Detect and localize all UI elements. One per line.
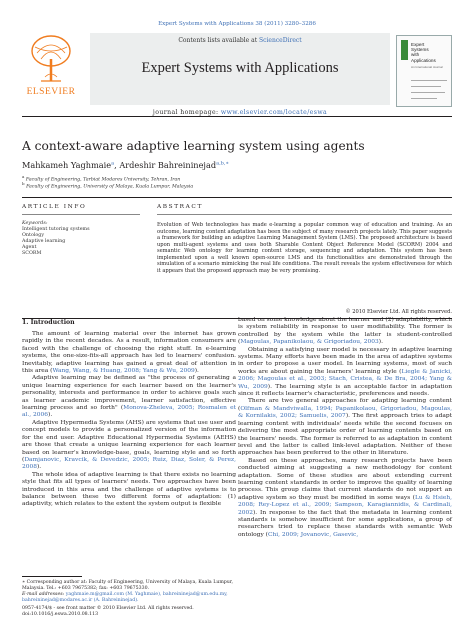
footnote-divider: [22, 576, 82, 577]
body-text: The amount of learning material over the internet has grown rapidly in the recent decades. As a result, information consumers are faced with the challenge of choosing the right stuff. In e-learning systems, the one-size-fits-all approach has led to learners' confusion. Inevitably, adaptive learning has gained a great deal of attention in this area (: [22, 331, 236, 375]
journal-reference[interactable]: Expert Systems with Applications 38 (2011) 3280–3286: [158, 21, 316, 27]
paragraph: [22, 375, 236, 419]
citation-link[interactable]: Wang, Wang, & Huang, 2008; Yang & Wu, 2009: [52, 368, 195, 375]
body-text: ). In response to the fact that the metadata in learning content standards is somehow insufficient for some applications, a group of researchers tried to replace these standards with semantic Web ontology (: [238, 509, 452, 538]
citation-link[interactable]: Monova-Zheleva, 2005; Rosmalen et al., 2006: [22, 405, 237, 419]
paragraph: [238, 398, 452, 457]
body-text: based on some knowledge about the learner and (2) adaptability, which is system reliability in response to user modifiability. The former is controlled by the system while the latter is student-controlled (: [238, 317, 452, 346]
cover-line: Applications: [411, 57, 436, 63]
paragraph: [22, 331, 236, 375]
abstract-text: Evolution of Web technologies has made e-learning a popular common way of education and training. As an outcome, learning content adaptation has been the subject of many research projects lately. This paper suggests a framework for building an adaptive Learning Management System (LMS). The proposed architecture is based upon multi-agent systems and uses both Sharable Content Object Reference Model (SCORM) 2004 and semantic Web ontology for learning content storage, sequencing and adaptation. This system has been implemented upon a well known open-source LMS and its functionalities are demonstrated through the simulation of a scenario mimicking the real life conditions. The result reveals the system effectiveness for which it appears that the proposed approach may be very promising.: [157, 222, 452, 274]
body-column-right: [238, 317, 452, 539]
divider: [22, 197, 452, 198]
issn-line: 0957-4174/$ - see front matter © 2010 Elsevier Ltd. All rights reserved.: [22, 606, 194, 611]
author-separator: ,: [114, 160, 120, 170]
cover-line-deco: [411, 80, 447, 81]
footnote-corresponding: [22, 580, 236, 604]
keyword: Agent: [22, 245, 37, 251]
keyword: Ontology: [22, 233, 45, 239]
keyword: Intelligent tutoring systems: [22, 227, 90, 232]
journal-masthead: [22, 33, 452, 117]
author-name[interactable]: Mahkameh Yaghmaie: [22, 160, 112, 170]
author-name[interactable]: Ardeshir Bahreininejad: [119, 160, 217, 170]
citation-link[interactable]: Liegle & Janicki, 2006; Magoulas et al., 2003; Stach, Cristea, & De Bra, 2004; Yang & Wu, 2009: [238, 368, 452, 390]
homepage-prefix: journal homepage:: [152, 109, 221, 116]
homepage-link[interactable]: www.elsevier.com/locate/eswa: [220, 109, 328, 116]
cover-line-deco: [411, 98, 437, 99]
article-title: A context-aware adaptive learning system using agents: [22, 139, 365, 153]
affiliation: [22, 181, 193, 190]
paragraph: [238, 347, 452, 399]
citation-link[interactable]: Damjanovic, Kravcik, & Devedzic, 2005; Ruiz, Diaz, Soler, & Perez, 2008: [22, 456, 236, 471]
elsevier-logo[interactable]: [22, 33, 80, 105]
body-text: Adaptive Hypermedia Systems (AHS) are systems that use user and concept models to provide a personalized version of the information for the end user. Adaptive Educational Hypermedia Systems (AEHS) are those that create a unique learning experience for each learner based on learner's knowledge-base, goals, learning style and so forth (: [22, 419, 236, 463]
author-affil-ref[interactable]: a,b,∗: [216, 160, 229, 167]
abstract-heading: ABSTRACT: [157, 204, 203, 210]
body-text: Based on these approaches, many research projects have been conducted aiming at suggesting a new methodology for content adaptation. Some of these studies are about extending current learning content standards in order to improve the quality of learning process. This group claims that current standards do not support an adaptive system so they must be modified in some ways (: [238, 457, 452, 501]
citation-link[interactable]: Chi, 2009; Jovanovic, Gasevic,: [267, 531, 359, 538]
journal-banner: [90, 33, 390, 105]
cover-stripe: [401, 40, 408, 60]
copyright-notice: © 2010 Elsevier Ltd. All rights reserved.: [345, 309, 452, 315]
sciencedirect-link[interactable]: ScienceDirect: [259, 37, 302, 44]
email-label: E-mail addresses:: [22, 591, 66, 597]
contents-line: [90, 37, 390, 44]
author-list: [22, 160, 229, 170]
journal-cover-thumbnail[interactable]: [396, 35, 452, 107]
paragraph: [22, 472, 236, 509]
doi-link[interactable]: doi:10.1016/j.eswa.2010.08.113: [22, 611, 99, 617]
keyword-list: [22, 227, 90, 257]
body-text: ).: [194, 368, 199, 375]
paragraph: [238, 458, 452, 539]
email-links[interactable]: yaghmaie.m@gmail.com (M. Yaghmaie), bahreininejad@um.edu.my, bahreininejad@modares.ac.ir (A. Bahreininejad).: [22, 591, 228, 603]
body-text: There are two general approaches for adapting learning content (: [238, 398, 452, 412]
body-text: The whole idea of adaptive learning is that there exists no learning style that fits all types of learners' needs. Two approaches have been introduced in this area and the challenge of adaptive systems is to balance between these two different forms of adaptation: (1) adaptivity, which relates to the extent the system output is flexible: [22, 471, 236, 508]
paragraph: [238, 317, 452, 347]
journal-title: Expert Systems with Applications: [141, 60, 339, 76]
cover-line-deco: [411, 92, 445, 93]
keyword: SCORM: [22, 251, 42, 257]
elsevier-tree-icon: [27, 33, 75, 85]
body-column-left: [22, 331, 236, 509]
contents-prefix: Contents lists available at: [178, 37, 260, 44]
divider: [22, 214, 140, 215]
cover-subtitle: An International Journal: [411, 64, 443, 69]
corresponding-author-note: ∗ Corresponding author at: Faculty of Engineering, University of Malaya, Kuala Lumpur, Malaysia. Tel.: +603 79675382; fax: +603 79675330.: [22, 580, 234, 591]
issn-doi-block: [22, 606, 236, 618]
body-text: Adaptive learning may be defined as "the process of generating a unique learning experience for each learner based on the learner's personality, interests and performance in order to achieve goals such as learner academic improvement, learner satisfaction, effective learning process and so forth" (: [22, 375, 236, 412]
keywords-label: Keywords:: [22, 221, 48, 226]
email-note: [22, 592, 236, 604]
body-text: ).: [37, 464, 42, 471]
divider: [157, 214, 452, 215]
cover-title: [411, 42, 448, 69]
paragraph: [22, 420, 236, 472]
affiliation-text: Faculty of Engineering, Tarbiat Modares University, Tehran, Iran: [25, 177, 181, 183]
publisher-name: ELSEVIER: [26, 87, 76, 97]
cover-line: with: [411, 52, 420, 58]
cover-line: Expert: [411, 42, 425, 47]
affiliation-label: a: [22, 174, 25, 179]
body-text: ).: [48, 412, 53, 419]
body-text: ). The learning style is an acceptable factor in adaptation since it reflects learner's characteristic, preferences and needs.: [238, 383, 452, 398]
body-text: Obtaining a satisfying user model is necessary in adaptive learning systems. Many efforts have been made in the area of adaptive systems in order to propose a user model. In learning systems, most of such works are about gaining the learners' learning style (: [238, 346, 452, 375]
article-info-heading: ARTICLE INFO: [22, 204, 87, 210]
section-title: 1. Introduction: [22, 319, 75, 326]
cover-line-deco: [411, 86, 441, 87]
affiliation-label: b: [22, 181, 25, 186]
cover-line: Systems: [411, 47, 429, 53]
citation-link[interactable]: Lu & Hsieh, 2008; Rey-Lopez et al., 2009; Sampson, Karagiannidis, & Cardinali, 2002: [238, 494, 453, 516]
body-text: ). The first approach tries to adapt learning content with individuals' needs while the second focuses on delivering the most appropriate order of learning contents based on the learners' needs. The former is referred to as adaptation in content level and the latter is called link-level adaptation. Neither of these approaches has been preferred to the other in literature.: [238, 413, 452, 457]
keyword: Adaptive learning: [22, 239, 66, 245]
journal-homepage: [90, 109, 390, 116]
body-text: ).: [378, 339, 383, 346]
citation-link[interactable]: Olfman & Mandviwalla, 1994; Papanikolaou, Grigoriadou, Magoulas, & Kornilakis, 2002; Samuelis, 2007: [238, 405, 452, 420]
affiliation-text: Faculty of Engineering, University of Malaya, Kuala Lumpur, Malaysia: [26, 184, 194, 190]
citation-link[interactable]: Magoulas, Papanikolaou, & Grigoriadou, 2003: [240, 339, 379, 346]
author-affil-ref[interactable]: a: [111, 160, 115, 167]
